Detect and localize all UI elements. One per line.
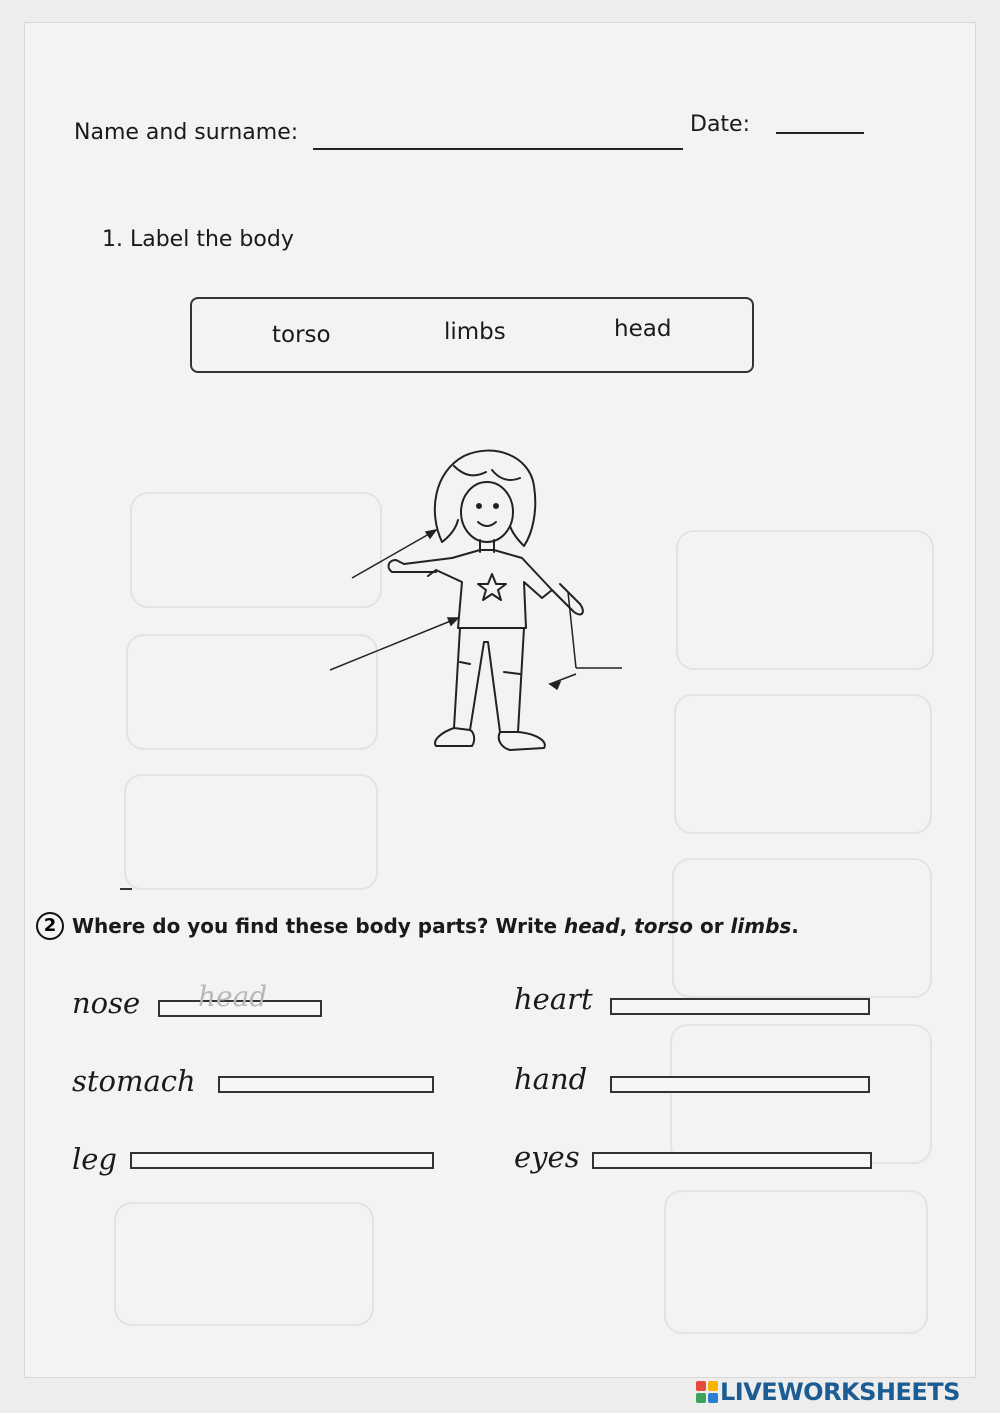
section2-title-sep: or: [692, 914, 731, 938]
word-bank-torso[interactable]: torso: [272, 322, 331, 348]
word-bank-limbs[interactable]: limbs: [444, 319, 506, 345]
bleed-through-box: [676, 530, 934, 670]
child-figure-illustration: [324, 442, 644, 762]
word-bank: [190, 297, 754, 373]
bleed-through-box: [124, 774, 378, 890]
answer-field-nose[interactable]: [158, 980, 322, 1017]
stray-dash: [120, 888, 132, 890]
item-word-nose: nose: [72, 986, 141, 1020]
date-input-line[interactable]: [776, 132, 864, 134]
item-word-eyes: eyes: [514, 1140, 580, 1174]
answer-text-nose: head: [198, 980, 268, 1013]
date-label: Date:: [690, 112, 750, 137]
answer-field-eyes[interactable]: [592, 1152, 872, 1169]
answer-field-hand[interactable]: [610, 1076, 870, 1093]
bleed-through-box: [664, 1190, 928, 1334]
answer-field-heart[interactable]: [610, 998, 870, 1015]
section2-number: 2: [36, 912, 64, 940]
item-word-stomach: stomach: [72, 1064, 196, 1098]
liveworksheets-logo-text: LIVEWORKSHEETS: [720, 1378, 960, 1406]
name-label: Name and surname:: [74, 120, 299, 145]
section2-title-word-torso: torso: [634, 914, 693, 938]
section1-title: 1. Label the body: [102, 227, 294, 252]
bleed-through-box: [670, 1024, 932, 1164]
item-word-heart: heart: [514, 982, 593, 1016]
item-word-hand: hand: [514, 1062, 588, 1096]
worksheet-page: [24, 22, 976, 1378]
name-input-line[interactable]: [313, 148, 683, 150]
item-word-leg: leg: [72, 1142, 118, 1176]
bleed-through-box: [114, 1202, 374, 1326]
section2-title-word-limbs: limbs: [730, 914, 792, 938]
bleed-through-box: [674, 694, 932, 834]
section2-title-sep: ,: [619, 914, 635, 938]
liveworksheets-logo-icon: [696, 1381, 718, 1403]
liveworksheets-logo[interactable]: [696, 1378, 996, 1408]
section2-title-prefix: Where do you find these body parts? Write: [72, 914, 564, 938]
answer-field-stomach[interactable]: [218, 1076, 434, 1093]
section2-title-word-head: head: [563, 914, 620, 938]
section2-title: [72, 914, 799, 938]
section2-title-suffix: .: [791, 914, 799, 938]
word-bank-head[interactable]: head: [614, 316, 672, 342]
answer-field-leg[interactable]: [130, 1152, 434, 1169]
